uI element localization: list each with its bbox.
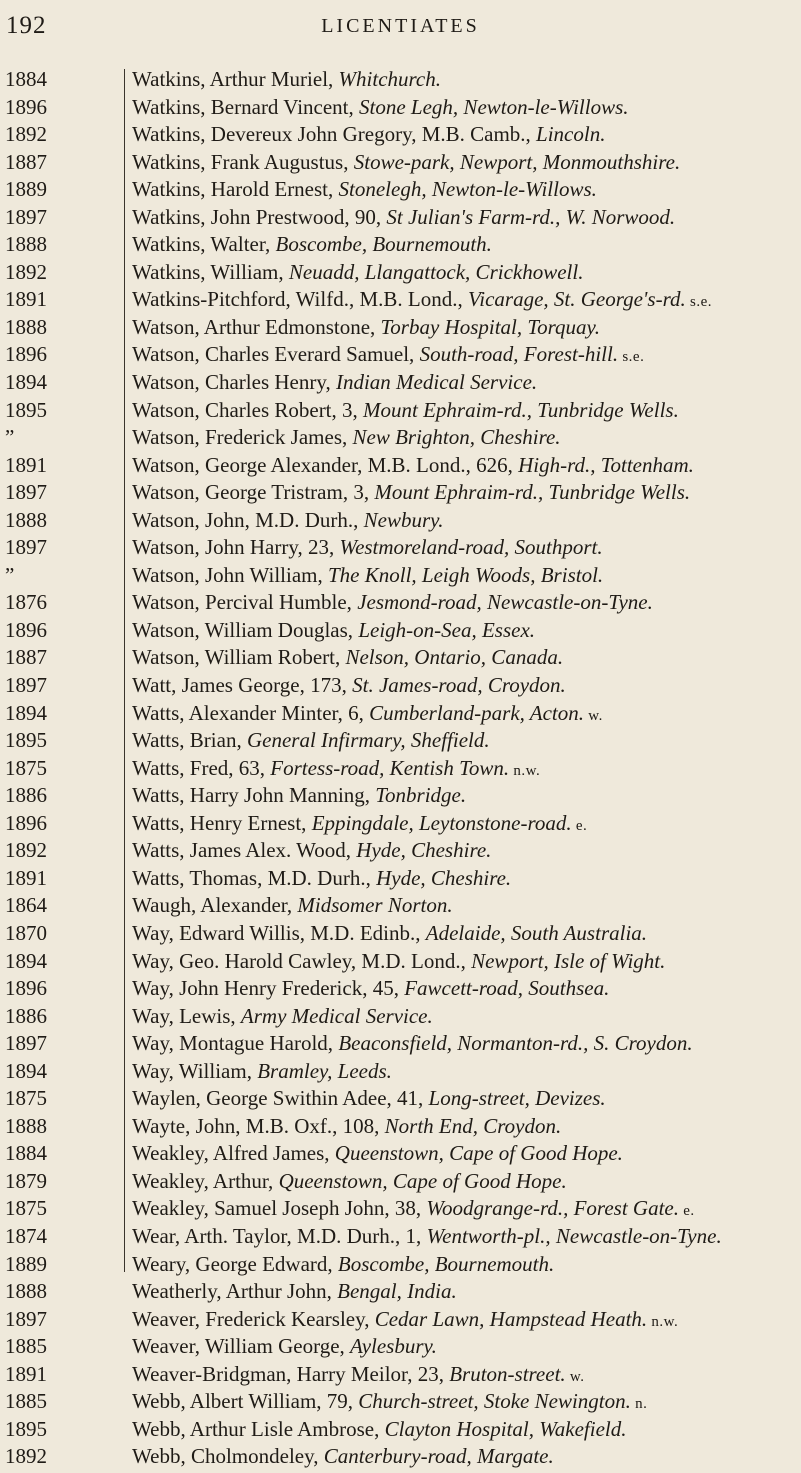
entry-name: Watson, George Tristram, 3, [132, 480, 375, 505]
entry-name: Weatherly, Arthur John, [132, 1279, 338, 1304]
entry-name: Weakley, Samuel Joseph John, 38, [132, 1196, 427, 1221]
entry-name: Weaver, Frederick Kearsley, [132, 1306, 375, 1331]
entry-address: Westmoreland-road, Southport. [339, 535, 603, 560]
entry-text [132, 397, 679, 427]
list-item [0, 1003, 801, 1031]
list-item [0, 286, 801, 314]
entry-year: 1891 [5, 1361, 47, 1386]
list-item [0, 66, 801, 94]
entry-name: Webb, Arthur Lisle Ambrose, [132, 1416, 385, 1441]
entry-text [132, 149, 680, 179]
entry-address: Stowe-park, Newport, Monmouthshire. [353, 149, 681, 174]
entry-text [132, 204, 675, 234]
entry-text [132, 1195, 695, 1225]
entry-name: Watson, William Douglas, [132, 617, 359, 642]
entry-name: Weakley, Alfred James, [132, 1141, 335, 1166]
entry-address: Mount Ephraim-rd., Tunbridge Wells. [363, 397, 679, 422]
entry-year: 1888 [5, 1279, 47, 1304]
entry-address: Adelaide, South Australia. [425, 920, 648, 945]
list-item [0, 121, 801, 149]
entry-name: Watson, William Robert, [132, 645, 346, 670]
list-item [0, 1361, 801, 1389]
entry-text [132, 66, 441, 96]
entries-list [0, 66, 801, 1471]
entry-name: Watts, James Alex. Wood, [132, 838, 357, 863]
entry-text [132, 176, 597, 206]
entry-year: 1897 [5, 673, 47, 698]
list-item [0, 975, 801, 1003]
entry-text [132, 314, 600, 344]
list-item [0, 1113, 801, 1141]
entry-year: 1884 [5, 67, 47, 91]
entry-text [132, 865, 511, 895]
entry-text [132, 892, 453, 922]
list-item [0, 562, 801, 590]
entry-text [132, 700, 603, 730]
entry-address: General Infirmary, Sheffield. [246, 728, 490, 753]
list-item [0, 397, 801, 425]
entry-name: Watkins, Harold Ernest, [132, 177, 339, 202]
entry-text [132, 1361, 585, 1391]
entry-name: Watson, Percival Humble, [132, 590, 358, 615]
entry-district: e. [678, 1203, 695, 1220]
entry-name: Watts, Fred, 63, [132, 755, 271, 780]
entry-year: 1895 [5, 728, 47, 753]
entry-name: Watts, Thomas, M.D. Durh., [132, 865, 377, 890]
entry-text [132, 341, 644, 371]
entry-year: 1896 [5, 342, 47, 367]
list-item [0, 810, 801, 838]
list-item [0, 1443, 801, 1471]
entry-address: Mount Ephraim-rd., Tunbridge Wells. [374, 480, 691, 505]
entry-name: Watkins, Bernard Vincent, [132, 94, 360, 119]
list-item [0, 1030, 801, 1058]
list-item [0, 1058, 801, 1086]
entry-address: Beaconsfield, Normanton-rd., S. Croydon. [338, 1031, 693, 1056]
entry-text [132, 727, 490, 757]
entry-address: Army Medical Service. [240, 1003, 433, 1028]
entry-address: Hyde, Cheshire. [356, 838, 492, 863]
entry-text [132, 507, 444, 537]
entry-year: 1896 [5, 810, 47, 835]
entry-name: Way, John Henry Frederick, 45, [132, 976, 405, 1001]
entry-year: 1897 [5, 1031, 47, 1056]
entry-text [132, 1416, 626, 1446]
entry-year: 1894 [5, 370, 47, 395]
list-item [0, 1140, 801, 1168]
entry-year: 1887 [5, 149, 47, 174]
entry-year: 1894 [5, 1058, 47, 1083]
entry-text [132, 94, 629, 124]
entry-name: Watt, James George, 173, [132, 673, 353, 698]
running-head: LICENTIATES [321, 15, 480, 37]
entry-name: Watson, Frederick James, [132, 425, 353, 450]
entry-text [132, 920, 647, 950]
entry-year: 1897 [5, 204, 47, 229]
entry-year: 1875 [5, 1196, 47, 1221]
entry-text [132, 644, 563, 674]
entry-name: Watson, John, M.D. Durh., [132, 507, 364, 532]
entry-name: Wayte, John, M.B. Oxf., 108, [132, 1113, 385, 1138]
list-item [0, 507, 801, 535]
list-item [0, 231, 801, 259]
entry-address: Jesmond-road, Newcastle-on-Tyne. [357, 590, 653, 615]
entry-address: Clayton Hospital, Wakefield. [384, 1416, 627, 1441]
entry-address: St Julian's Farm-rd., W. Norwood. [386, 204, 676, 229]
list-item [0, 479, 801, 507]
entry-text [132, 1085, 606, 1115]
entry-address: Neuadd, Llangattock, Crickhowell. [288, 259, 584, 284]
entry-address: Indian Medical Service. [335, 370, 538, 395]
entry-name: Weary, George Edward, [132, 1251, 338, 1276]
entry-address: Boscombe, Bournemouth. [337, 1251, 555, 1276]
entry-year: 1892 [5, 1444, 47, 1469]
entry-year: 1884 [5, 1141, 47, 1166]
entry-name: Waylen, George Swithin Adee, 41, [132, 1086, 429, 1111]
entry-address: South-road, Forest-hill. [419, 342, 619, 367]
list-item [0, 920, 801, 948]
entry-address: Queenstown, Cape of Good Hope. [334, 1141, 623, 1166]
list-item [0, 892, 801, 920]
entry-address: Vicarage, St. George's-rd. [467, 287, 686, 312]
entry-name: Waugh, Alexander, [132, 893, 298, 918]
entry-year: 1889 [5, 177, 47, 202]
entry-address: Cumberland-park, Acton. [369, 700, 585, 725]
entry-address: Midsomer Norton. [297, 893, 453, 918]
list-item [0, 589, 801, 617]
list-item [0, 341, 801, 369]
entry-address: Hyde, Cheshire. [376, 865, 512, 890]
entry-address: Stone Legh, Newton-le-Willows. [359, 94, 629, 119]
entry-text [132, 672, 566, 702]
list-item [0, 865, 801, 893]
entry-address: Stonelegh, Newton-le-Willows. [338, 177, 597, 202]
list-item [0, 149, 801, 177]
entry-address: New Brighton, Cheshire. [352, 425, 561, 450]
entry-year: 1897 [5, 480, 47, 505]
entry-text [132, 452, 694, 482]
entry-address: Long-street, Devizes. [428, 1086, 606, 1111]
entry-text [132, 810, 587, 840]
entry-address: Bruton-street. [449, 1361, 566, 1386]
list-item [0, 424, 801, 452]
entry-name: Way, Geo. Harold Cawley, M.D. Lond., [132, 948, 472, 973]
entry-address: Woodgrange-rd., Forest Gate. [426, 1196, 679, 1221]
entry-text [132, 1140, 623, 1170]
entry-text [132, 1251, 554, 1281]
entry-district: s.e. [618, 349, 645, 366]
entry-district: w. [584, 707, 603, 724]
list-item [0, 617, 801, 645]
entry-address: Newport, Isle of Wight. [471, 948, 666, 973]
entry-year: 1897 [5, 1306, 47, 1331]
entry-name: Webb, Cholmondeley, [132, 1444, 324, 1469]
entry-address: Bengal, India. [337, 1279, 457, 1304]
entry-text [132, 782, 466, 812]
list-item [0, 700, 801, 728]
entry-address: Bramley, Leeds. [257, 1058, 392, 1083]
entry-year: 1896 [5, 94, 47, 119]
entry-year: 1870 [5, 920, 47, 945]
entry-name: Way, Montague Harold, [132, 1031, 339, 1056]
entry-year: 1897 [5, 535, 47, 560]
entry-name: Watson, Charles Henry, [132, 370, 336, 395]
entry-district: e. [571, 817, 588, 834]
entry-address: Canterbury-road, Margate. [323, 1444, 554, 1469]
entry-name: Wear, Arth. Taylor, M.D. Durh., 1, [132, 1223, 427, 1248]
entry-text [132, 837, 491, 867]
entry-year: 1892 [5, 259, 47, 284]
entry-address: Newbury. [363, 507, 444, 532]
entry-text [132, 1168, 567, 1198]
entry-year: 1887 [5, 645, 47, 670]
entry-text [132, 1113, 561, 1143]
entry-text [132, 975, 609, 1005]
entry-year: 1888 [5, 1113, 47, 1138]
entry-year: 1875 [5, 1086, 47, 1111]
entry-text [132, 589, 653, 619]
entry-year: 1885 [5, 1389, 47, 1414]
entry-text [132, 562, 603, 592]
entry-text [132, 1030, 693, 1060]
entry-address: Boscombe, Bournemouth. [275, 232, 492, 257]
entry-address: St. James-road, Croydon. [352, 673, 566, 698]
entry-address: Lincoln. [536, 122, 606, 147]
entry-year: 1888 [5, 314, 47, 339]
entry-name: Watkins, William, [132, 259, 289, 284]
entry-text [132, 1223, 722, 1253]
entry-name: Watson, Charles Everard Samuel, [132, 342, 420, 367]
entry-name: Watts, Brian, [132, 728, 247, 753]
entry-text [132, 231, 492, 261]
entry-text [132, 948, 665, 978]
entry-text [132, 1003, 433, 1033]
list-item [0, 1251, 801, 1279]
entry-name: Weaver-Bridgman, Harry Meilor, 23, [132, 1361, 450, 1386]
entry-year: 1894 [5, 948, 47, 973]
entry-name: Weaver, William George, [132, 1334, 351, 1359]
entry-text [132, 1388, 647, 1418]
entry-text [132, 121, 605, 151]
entry-year: 1876 [5, 590, 47, 615]
entry-year: 1875 [5, 755, 47, 780]
list-item [0, 1223, 801, 1251]
entry-name: Watts, Henry Ernest, [132, 810, 312, 835]
entry-year: 1896 [5, 976, 47, 1001]
entry-district: s.e. [685, 294, 712, 311]
entry-year: 1895 [5, 397, 47, 422]
entry-name: Way, William, [132, 1058, 258, 1083]
entry-name: Watkins, John Prestwood, 90, [132, 204, 387, 229]
entry-name: Watson, George Alexander, M.B. Lond., 626, [132, 452, 519, 477]
entry-address: Church-street, Stoke Newington. [358, 1389, 631, 1414]
entry-year: ” [5, 562, 15, 587]
entry-name: Watson, John Harry, 23, [132, 535, 340, 560]
entry-address: The Knoll, Leigh Woods, Bristol. [327, 562, 604, 587]
list-item [0, 1195, 801, 1223]
entry-text [132, 1306, 678, 1336]
entry-text [132, 369, 537, 399]
entry-text [132, 1058, 392, 1088]
entry-year: 1888 [5, 507, 47, 532]
entry-text [132, 1333, 437, 1363]
entry-name: Watkins-Pitchford, Wilfd., M.B. Lond., [132, 287, 468, 312]
entry-year: 1888 [5, 232, 47, 257]
entry-text [132, 286, 712, 316]
entry-year: 1886 [5, 1003, 47, 1028]
entry-year: 1886 [5, 783, 47, 808]
list-item [0, 1416, 801, 1444]
list-item [0, 948, 801, 976]
list-item [0, 755, 801, 783]
list-item [0, 1085, 801, 1113]
list-item [0, 369, 801, 397]
list-item [0, 644, 801, 672]
entry-text [132, 479, 690, 509]
entry-year: 1892 [5, 838, 47, 863]
list-item [0, 1168, 801, 1196]
entry-year: 1874 [5, 1223, 47, 1248]
entry-district: w. [565, 1368, 585, 1385]
entry-address: Fortess-road, Kentish Town. [270, 755, 510, 780]
entry-text [132, 534, 603, 564]
entry-name: Watson, Charles Robert, 3, [132, 397, 364, 422]
entry-year: 1892 [5, 122, 47, 147]
list-item [0, 314, 801, 342]
entry-address: North End, Croydon. [384, 1113, 562, 1138]
entry-address: High-rd., Tottenham. [518, 452, 694, 477]
entry-year: 1889 [5, 1251, 47, 1276]
list-item [0, 727, 801, 755]
list-item [0, 452, 801, 480]
list-item [0, 837, 801, 865]
entry-year: 1891 [5, 452, 47, 477]
entry-district: n.w. [509, 762, 541, 779]
entry-district: n.w. [647, 1313, 679, 1330]
list-item [0, 534, 801, 562]
entry-year: 1864 [5, 893, 47, 918]
entry-text [132, 1443, 554, 1473]
entry-year: 1891 [5, 865, 47, 890]
entry-address: Tonbridge. [375, 783, 467, 808]
entry-name: Watts, Alexander Minter, 6, [132, 700, 370, 725]
entry-text [132, 424, 561, 454]
entry-district: n. [630, 1396, 648, 1413]
entry-year: ” [5, 425, 15, 450]
entry-year: 1891 [5, 287, 47, 312]
entry-address: Queenstown, Cape of Good Hope. [278, 1168, 567, 1193]
entry-name: Weakley, Arthur, [132, 1168, 279, 1193]
entry-name: Watkins, Arthur Muriel, [132, 67, 339, 91]
entry-name: Watts, Harry John Manning, [132, 783, 376, 808]
list-item [0, 782, 801, 810]
list-item [0, 259, 801, 287]
list-item [0, 176, 801, 204]
list-item [0, 1278, 801, 1306]
entry-address: Aylesbury. [350, 1334, 437, 1359]
list-item [0, 1388, 801, 1416]
page-number: 192 [6, 12, 47, 39]
entry-name: Watson, John William, [132, 562, 328, 587]
list-item [0, 204, 801, 232]
entry-address: Leigh-on-Sea, Essex. [358, 617, 536, 642]
entry-year: 1885 [5, 1334, 47, 1359]
entry-text [132, 755, 540, 785]
entry-name: Way, Edward Willis, M.D. Edinb., [132, 920, 426, 945]
entry-year: 1895 [5, 1416, 47, 1441]
page-header [0, 12, 801, 52]
entry-address: Fawcett-road, Southsea. [404, 976, 610, 1001]
entry-address: Cedar Lawn, Hampstead Heath. [374, 1306, 648, 1331]
entry-name: Watkins, Frank Augustus, [132, 149, 354, 174]
list-item [0, 94, 801, 122]
entry-year: 1879 [5, 1168, 47, 1193]
entry-address: Nelson, Ontario, Canada. [345, 645, 564, 670]
entry-address: Eppingdale, Leytonstone-road. [311, 810, 572, 835]
entry-name: Watkins, Walter, [132, 232, 276, 257]
list-item [0, 1306, 801, 1334]
entry-text [132, 259, 583, 289]
list-item [0, 1333, 801, 1361]
entry-name: Webb, Albert William, 79, [132, 1389, 359, 1414]
entry-name: Watson, Arthur Edmonstone, [132, 314, 381, 339]
list-item [0, 672, 801, 700]
entry-text [132, 1278, 457, 1308]
entry-address: Whitchurch. [338, 67, 441, 91]
entry-address: Torbay Hospital, Torquay. [380, 314, 600, 339]
entry-address: Wentworth-pl., Newcastle-on-Tyne. [426, 1223, 722, 1248]
entry-name: Way, Lewis, [132, 1003, 241, 1028]
entry-year: 1896 [5, 617, 47, 642]
entry-year: 1894 [5, 700, 47, 725]
entry-text [132, 617, 535, 647]
entry-name: Watkins, Devereux John Gregory, M.B. Camb., [132, 122, 537, 147]
